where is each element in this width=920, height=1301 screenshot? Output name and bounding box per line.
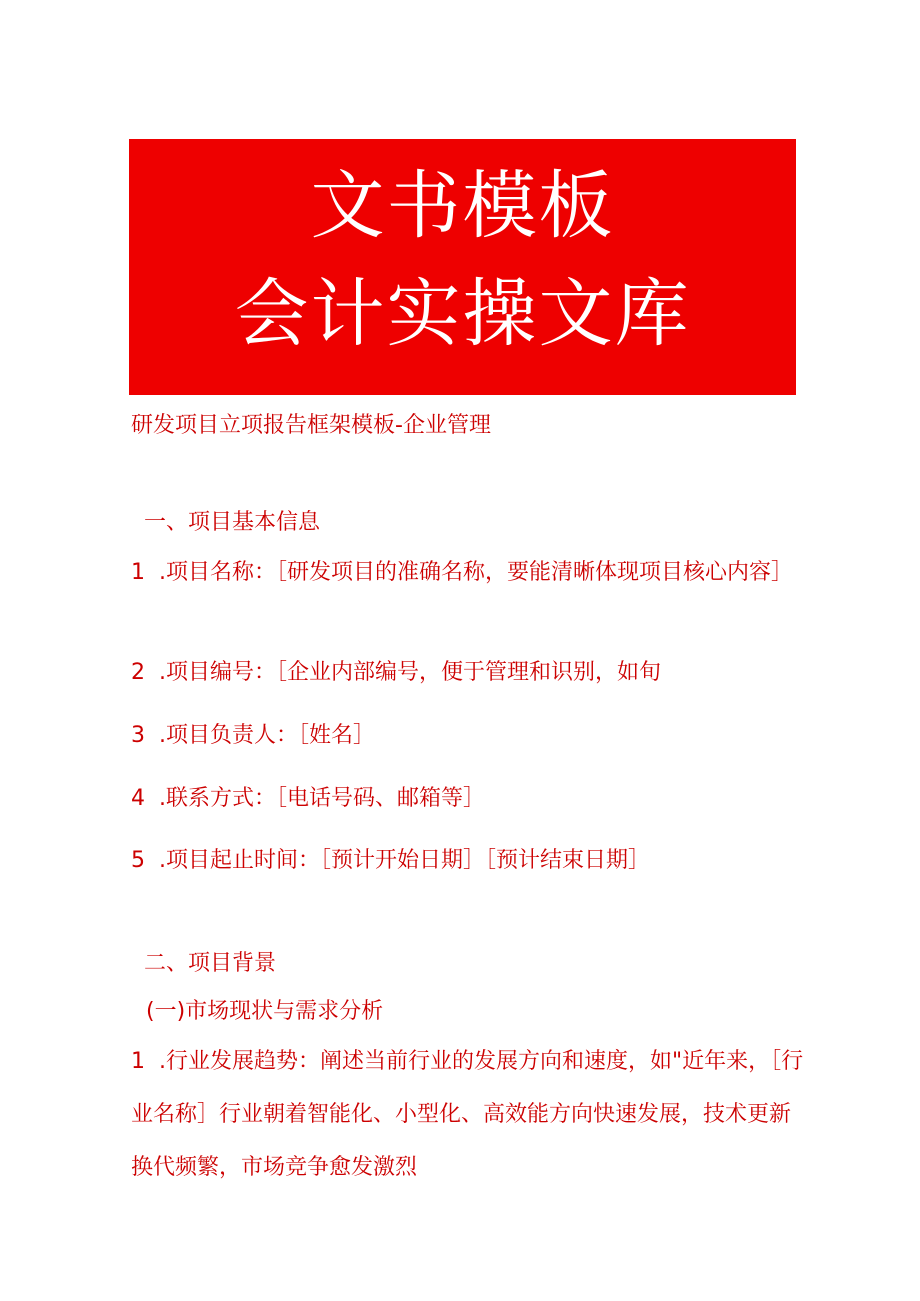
list-item	[131, 1035, 806, 1194]
item-text: .项目负责人：［姓名］	[159, 723, 375, 748]
list-item	[131, 648, 806, 697]
item-text: .联系方式：［电话号码、邮箱等］	[159, 786, 485, 811]
list-item	[131, 774, 806, 823]
document-title: 研发项目立项报告框架模板-企业管理	[131, 413, 491, 438]
item-text: .项目名称：［研发项目的准确名称，要能清晰体现项目核心内容］	[159, 560, 793, 585]
list-item	[131, 711, 806, 760]
item-number: 5	[131, 848, 145, 873]
banner-title-line1: 文书模板	[310, 163, 615, 249]
item-text: .项目编号：［企业内部编号，便于管理和识别，如旬	[159, 660, 661, 685]
item-number: 4	[131, 786, 145, 811]
banner-title-line2: 会计实操文库	[234, 271, 691, 357]
list-item	[131, 548, 806, 597]
item-number: 2	[131, 660, 145, 685]
list-item	[131, 836, 806, 885]
item-number: 1	[131, 1049, 145, 1074]
section-heading-background: 二、项目背景	[144, 951, 277, 976]
subsection-heading-market: (一)市场现状与需求分析	[146, 999, 384, 1024]
section-heading-basic-info: 一、项目基本信息	[144, 510, 321, 535]
item-text: .行业发展趋势：阐述当前行业的发展方向和速度，如"近年来，［行业名称］行业朝着智能化、小型化、高效能方向快速发展，技术更新换代频繁，市场竞争愈发激烈	[131, 1049, 804, 1180]
title-banner	[129, 139, 796, 395]
item-number: 3	[131, 723, 145, 748]
item-text: .项目起止时间：［预计开始日期］［预计结束日期］	[159, 848, 650, 873]
item-number: 1	[131, 560, 145, 585]
